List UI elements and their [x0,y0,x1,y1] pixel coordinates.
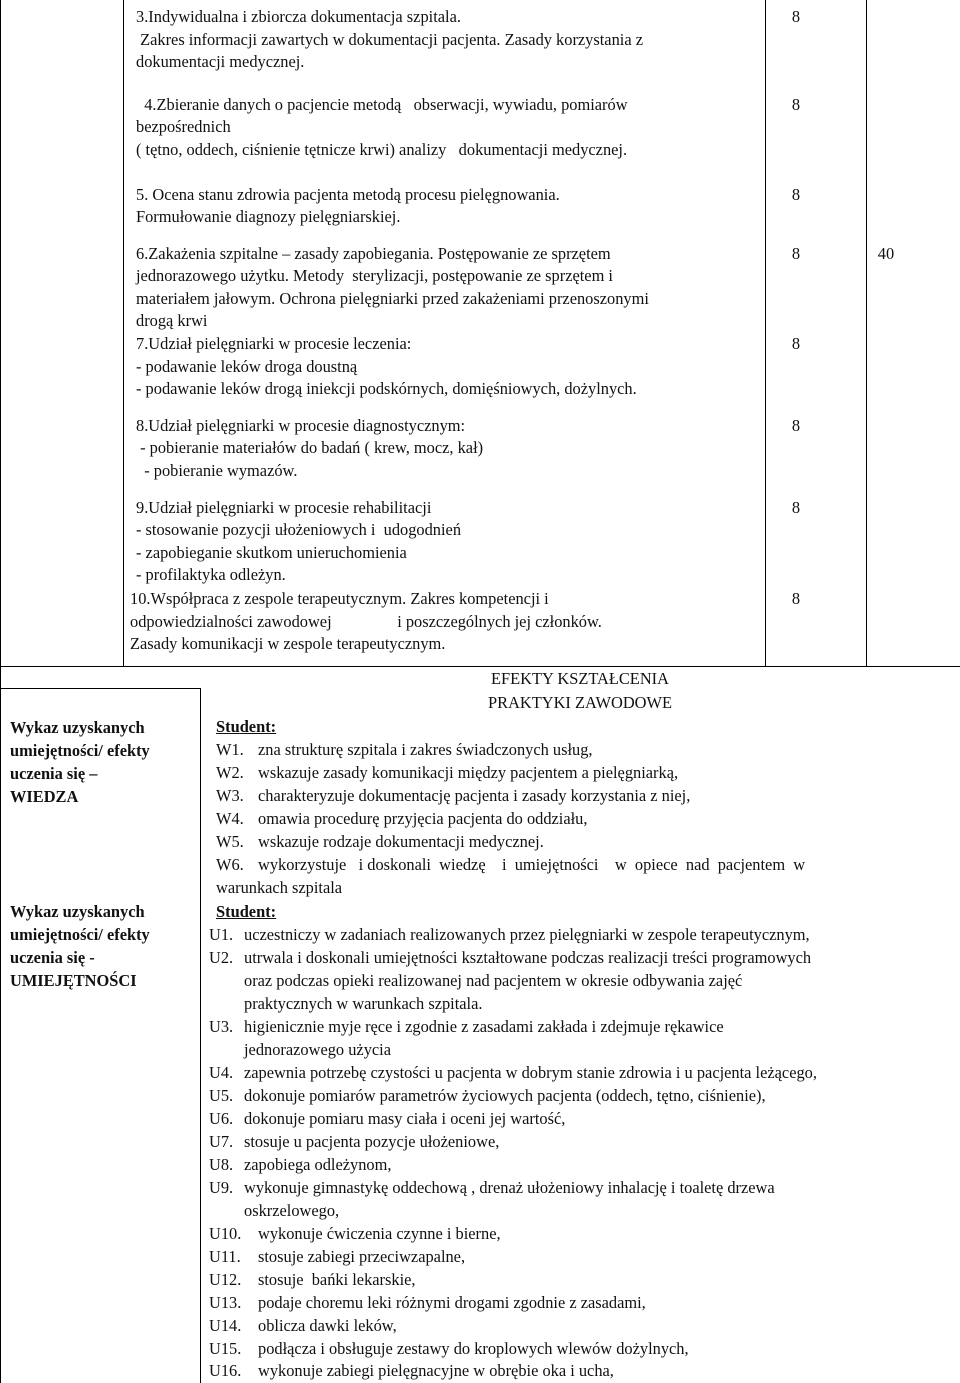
effect-text-cont: oraz podczas opieki realizowanej nad pacjentem w okresie odbywania zajęć [244,971,743,990]
effect-text: wykorzystuje i doskonali wiedzę i umiejętności w opiece nad pacjentem w [258,855,806,874]
effect-code: U14. [209,1316,242,1335]
effect-text-cont: warunkach szpitala [216,878,343,897]
topic-line: 4.Zbieranie danych o pacjencie metodą obserwacji, wywiadu, pomiarów [136,95,628,114]
topic-line: jednorazowego użytku. Metody sterylizacji, postępowanie ze sprzętem i [136,266,613,285]
table-border-col1 [123,0,124,666]
topic-line: - pobieranie wymazów. [136,461,298,480]
effect-text: oblicza dawki leków, [258,1316,397,1335]
topic-line: - pobieranie materiałów do badań ( krew, mocz, kał) [136,438,484,457]
effect-text-cont: oskrzelowego, [244,1201,340,1220]
effect-code: U5. [209,1086,234,1105]
topic-line: 7.Udział pielęgniarki w procesie leczenia: [136,334,412,353]
topic-line: 9.Udział pielęgniarki w procesie rehabilitacji [136,498,432,517]
topic-line: Zasady komunikacji w zespole terapeutycznym. [130,634,446,653]
effect-code: U11. [209,1247,241,1266]
effect-code: U8. [209,1155,234,1174]
topic-hours: 8 [791,7,801,26]
table-border-left [0,0,1,1383]
effect-text: wykonuje zabiegi pielęgnacyjne w obrębie oka i ucha, [258,1361,614,1380]
topic-line: 3.Indywidualna i zbiorcza dokumentacja szpitala. [136,7,461,26]
effect-text: wykonuje ćwiczenia czynne i bierne, [258,1224,501,1243]
effect-text: charakteryzuje dokumentację pacjenta i zasady korzystania z niej, [258,786,691,805]
topic-line: 10.Współpraca z zespole terapeutycznym. Zakres kompetencji i [130,589,549,608]
label-line: UMIEJĘTNOŚCI [10,971,137,990]
effect-code: W1. [216,740,244,759]
topic-hours: 8 [791,498,801,517]
effect-text: wskazuje zasady komunikacji między pacjentem a pielęgniarką, [258,763,679,782]
effect-code: W2. [216,763,244,782]
effect-code: U4. [209,1063,234,1082]
effect-code: U3. [209,1017,234,1036]
effect-text: stosuje zabiegi przeciwzapalne, [258,1247,466,1266]
effects-heading: EFEKTY KSZTAŁCENIA [491,669,669,688]
student-label: Student: [216,902,277,921]
table-border-col3 [866,0,867,666]
effect-code: U15. [209,1339,242,1358]
effect-code: U16. [209,1361,242,1380]
topic-line: ( tętno, oddech, ciśnienie tętnicze krwi) analizy dokumentacji medycznej. [136,140,628,159]
effect-text: zapobiega odleżynom, [244,1155,392,1174]
topic-line: 6.Zakażenia szpitalne – zasady zapobiegania. Postępowanie ze sprzętem [136,244,611,263]
topic-line: - podawanie leków drogą iniekcji podskórnych, domięśniowych, dożylnych. [136,379,637,398]
effect-code: U7. [209,1132,234,1151]
topic-hours: 8 [791,244,801,263]
topic-line: - podawanie leków droga doustną [136,357,358,376]
effect-text: zapewnia potrzebę czystości u pacjenta w dobrym stanie zdrowia i u pacjenta leżącego, [244,1063,817,1082]
effect-code: U1. [209,925,234,944]
topic-line: drogą krwi [136,311,208,330]
topic-hours: 8 [791,185,801,204]
effect-text: utrwala i doskonali umiejętności kształtowane podczas realizacji treści programowych [244,948,812,967]
effect-text: wskazuje rodzaje dokumentacji medycznej. [258,832,544,851]
effect-text: wykonuje gimnastykę oddechową , drenaż ułożeniowy inhalację i toaletę drzewa [244,1178,775,1197]
table-border-effects-top [0,688,200,689]
effect-text: dokonuje pomiaru masy ciała i oceni jej wartość, [244,1109,566,1128]
topic-line: 8.Udział pielęgniarki w procesie diagnostycznym: [136,416,466,435]
effect-code: U13. [209,1293,242,1312]
label-line: uczenia się – [10,764,98,783]
effect-text: stosuje bańki lekarskie, [258,1270,416,1289]
topic-line: - zapobieganie skutkom unieruchomienia [136,543,407,562]
effect-text: omawia procedurę przyjęcia pacjenta do oddziału, [258,809,588,828]
table-border-row-split [0,666,960,667]
topic-line: Zakres informacji zawartych w dokumentacji pacjenta. Zasady korzystania z [136,30,643,49]
label-line: umiejętności/ efekty [10,925,150,944]
topic-hours: 8 [791,416,801,435]
effect-code: U2. [209,948,234,967]
topic-line: 5. Ocena stanu zdrowia pacjenta metodą procesu pielęgnowania. [136,185,560,204]
topic-line: - stosowanie pozycji ułożeniowych i udogodnień [136,520,462,539]
label-line: umiejętności/ efekty [10,741,150,760]
label-line: Wykaz uzyskanych [10,902,145,921]
topic-line: bezpośrednich [136,117,231,136]
effect-code: W4. [216,809,244,828]
effect-code: W5. [216,832,244,851]
effect-text: podłącza i obsługuje zestawy do kroplowych wlewów dożylnych, [258,1339,689,1358]
effect-code: U9. [209,1178,234,1197]
label-line: WIEDZA [10,787,79,806]
effects-subheading: PRAKTYKI ZAWODOWE [488,693,672,712]
topic-hours: 8 [791,95,801,114]
label-line: uczenia się - [10,948,95,967]
effect-code: U6. [209,1109,234,1128]
table-border-col2 [765,0,766,666]
topic-hours: 8 [791,589,801,608]
topic-line: - profilaktyka odleżyn. [136,565,286,584]
topic-hours: 8 [791,334,801,353]
effect-code: U12. [209,1270,242,1289]
topic-line: Formułowanie diagnozy pielęgniarskiej. [136,207,401,226]
effect-code: U10. [209,1224,242,1243]
effect-text: dokonuje pomiarów parametrów życiowych pacjenta (oddech, tętno, ciśnienie), [244,1086,766,1105]
topic-line: odpowiedzialności zawodowej i poszczególnych jej członków. [130,612,602,631]
effect-text: zna strukturę szpitala i zakres świadczonych usług, [258,740,593,759]
topic-line: dokumentacji medycznej. [136,52,305,71]
topic-total-hours: 40 [877,244,895,263]
effect-code: W6. [216,855,244,874]
label-line: Wykaz uzyskanych [10,718,145,737]
effect-text: podaje choremu leki różnymi drogami zgodnie z zasadami, [258,1293,646,1312]
effect-text-cont: jednorazowego użycia [244,1040,391,1059]
effect-text: higienicznie myje ręce i zgodnie z zasadami zakłada i zdejmuje rękawice [244,1017,724,1036]
effect-text-cont: praktycznych w warunkach szpitala. [244,994,483,1013]
table-border-label-col [200,688,201,1383]
topic-line: materiałem jałowym. Ochrona pielęgniarki przed zakażeniami przenoszonymi [136,289,649,308]
effect-text: stosuje u pacjenta pozycje ułożeniowe, [244,1132,500,1151]
student-label: Student: [216,717,277,736]
effect-text: uczestniczy w zadaniach realizowanych przez pielęgniarki w zespole terapeutycznym, [244,925,810,944]
effect-code: W3. [216,786,244,805]
